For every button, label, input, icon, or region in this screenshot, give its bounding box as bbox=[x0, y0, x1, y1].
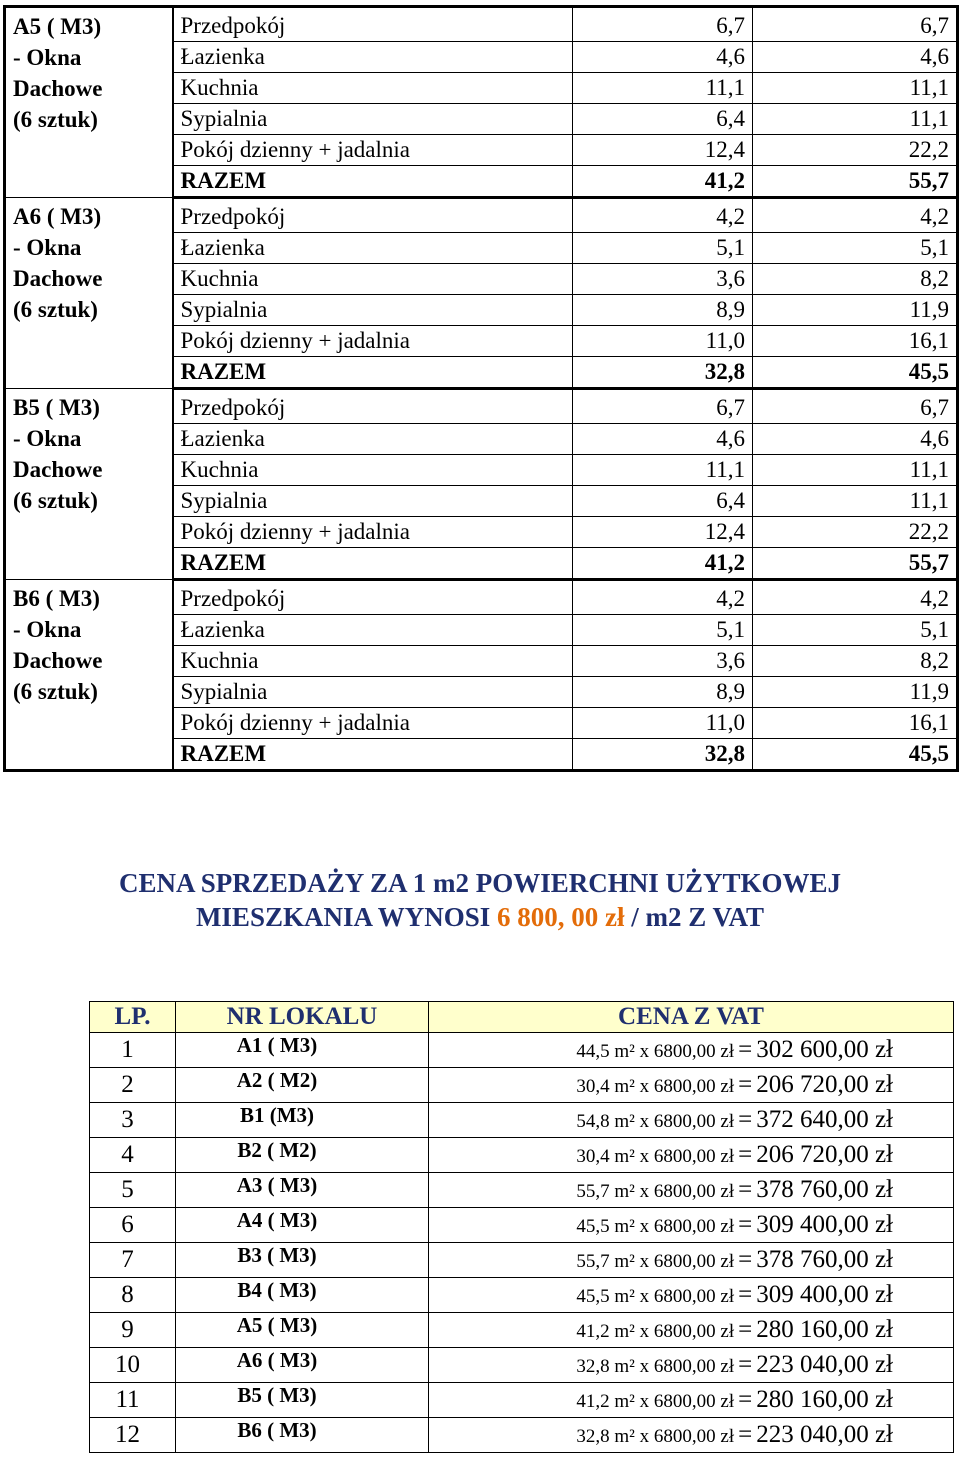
room-row bbox=[5, 198, 958, 233]
area-value-2: 8,2 bbox=[753, 646, 958, 677]
price-per-m2: 6 800, 00 zł bbox=[497, 902, 625, 932]
room-name: Przedpokój bbox=[173, 389, 573, 424]
heading-line-2-suffix: / m2 Z VAT bbox=[624, 902, 765, 932]
unit-label-line: (6 sztuk) bbox=[13, 488, 98, 513]
area-value: 3,6 bbox=[573, 264, 753, 295]
area-value: 6,7 bbox=[573, 7, 753, 42]
price-formula: 30,4 m² x 6800,00 zł bbox=[576, 1146, 735, 1167]
price-calculation bbox=[429, 1103, 954, 1138]
room-row bbox=[5, 7, 958, 42]
price-formula: 32,8 m² x 6800,00 zł bbox=[576, 1426, 735, 1447]
equals-sign: = bbox=[738, 1351, 753, 1378]
price-formula: 30,4 m² x 6800,00 zł bbox=[576, 1076, 735, 1097]
price-row bbox=[90, 1418, 954, 1453]
area-value: 5,1 bbox=[573, 233, 753, 264]
unit-number: A2 ( M2) bbox=[176, 1068, 429, 1103]
price-total: 206 720,00 zł bbox=[756, 1141, 893, 1168]
unit-number: A1 ( M3) bbox=[176, 1033, 429, 1068]
price-calculation bbox=[429, 1383, 954, 1418]
area-value-2: 22,2 bbox=[753, 135, 958, 166]
unit-label bbox=[5, 389, 173, 580]
unit-number: B6 ( M3) bbox=[176, 1418, 429, 1453]
room-name: RAZEM bbox=[173, 739, 573, 771]
room-name: Przedpokój bbox=[173, 198, 573, 233]
area-value-2: 4,6 bbox=[753, 424, 958, 455]
area-value-2: 11,1 bbox=[753, 455, 958, 486]
heading-line-2-prefix: MIESZKANIA WYNOSI bbox=[195, 902, 498, 932]
unit-label-line: Dachowe bbox=[13, 266, 103, 291]
area-value-2: 4,6 bbox=[753, 42, 958, 73]
header-price-with-vat: CENA Z VAT bbox=[429, 1002, 954, 1033]
unit-label-line: A5 ( M3) bbox=[13, 14, 102, 39]
unit-number: A6 ( M3) bbox=[176, 1348, 429, 1383]
unit-label-line: B6 ( M3) bbox=[13, 586, 100, 611]
area-value: 11,1 bbox=[573, 73, 753, 104]
price-total: 378 760,00 zł bbox=[756, 1176, 893, 1203]
room-name: Łazienka bbox=[173, 615, 573, 646]
price-calculation bbox=[429, 1243, 954, 1278]
unit-label-line: Dachowe bbox=[13, 648, 103, 673]
unit-label-line: (6 sztuk) bbox=[13, 107, 98, 132]
unit-number: A4 ( M3) bbox=[176, 1208, 429, 1243]
row-number: 7 bbox=[90, 1243, 176, 1278]
price-formula: 44,5 m² x 6800,00 zł bbox=[576, 1041, 735, 1062]
room-name: Łazienka bbox=[173, 42, 573, 73]
unit-label bbox=[5, 580, 173, 771]
area-value-2: 11,1 bbox=[753, 73, 958, 104]
room-name: Przedpokój bbox=[173, 7, 573, 42]
price-row bbox=[90, 1383, 954, 1418]
row-number: 12 bbox=[90, 1418, 176, 1453]
price-formula: 32,8 m² x 6800,00 zł bbox=[576, 1356, 735, 1377]
area-value-2: 11,1 bbox=[753, 104, 958, 135]
area-value: 32,8 bbox=[573, 739, 753, 771]
equals-sign: = bbox=[738, 1281, 753, 1308]
unit-label-line: A6 ( M3) bbox=[13, 204, 102, 229]
unit-label bbox=[5, 7, 173, 198]
unit-number: B2 ( M2) bbox=[176, 1138, 429, 1173]
room-row bbox=[5, 580, 958, 615]
price-row bbox=[90, 1348, 954, 1383]
area-value: 6,4 bbox=[573, 486, 753, 517]
area-value: 11,0 bbox=[573, 326, 753, 357]
row-number: 10 bbox=[90, 1348, 176, 1383]
unit-label-line: Dachowe bbox=[13, 76, 103, 101]
unit-number: B4 ( M3) bbox=[176, 1278, 429, 1313]
area-value-2: 8,2 bbox=[753, 264, 958, 295]
equals-sign: = bbox=[738, 1421, 753, 1448]
unit-number: B3 ( M3) bbox=[176, 1243, 429, 1278]
price-list-table bbox=[89, 1001, 954, 1453]
room-name: Pokój dzienny + jadalnia bbox=[173, 135, 573, 166]
area-value-2: 5,1 bbox=[753, 615, 958, 646]
row-number: 5 bbox=[90, 1173, 176, 1208]
price-total: 280 160,00 zł bbox=[756, 1316, 893, 1343]
row-number: 6 bbox=[90, 1208, 176, 1243]
area-value-2: 16,1 bbox=[753, 708, 958, 739]
row-number: 3 bbox=[90, 1103, 176, 1138]
equals-sign: = bbox=[738, 1211, 753, 1238]
room-name: Sypialnia bbox=[173, 295, 573, 326]
room-row bbox=[5, 389, 958, 424]
price-formula: 45,5 m² x 6800,00 zł bbox=[576, 1286, 735, 1307]
price-formula: 55,7 m² x 6800,00 zł bbox=[576, 1251, 735, 1272]
area-value: 3,6 bbox=[573, 646, 753, 677]
price-formula: 45,5 m² x 6800,00 zł bbox=[576, 1216, 735, 1237]
price-calculation bbox=[429, 1313, 954, 1348]
area-value: 12,4 bbox=[573, 517, 753, 548]
room-name: Łazienka bbox=[173, 424, 573, 455]
unit-label-line: - Okna bbox=[13, 235, 82, 260]
room-name: RAZEM bbox=[173, 357, 573, 389]
row-number: 4 bbox=[90, 1138, 176, 1173]
area-value: 32,8 bbox=[573, 357, 753, 389]
area-value-2: 11,9 bbox=[753, 677, 958, 708]
price-formula: 55,7 m² x 6800,00 zł bbox=[576, 1181, 735, 1202]
unit-label-line: Dachowe bbox=[13, 457, 103, 482]
equals-sign: = bbox=[738, 1106, 753, 1133]
room-name: RAZEM bbox=[173, 548, 573, 580]
row-number: 11 bbox=[90, 1383, 176, 1418]
equals-sign: = bbox=[738, 1141, 753, 1168]
room-name: Kuchnia bbox=[173, 646, 573, 677]
price-row bbox=[90, 1208, 954, 1243]
area-value-2: 55,7 bbox=[753, 548, 958, 580]
room-name: Pokój dzienny + jadalnia bbox=[173, 517, 573, 548]
room-name: Sypialnia bbox=[173, 677, 573, 708]
price-row bbox=[90, 1278, 954, 1313]
equals-sign: = bbox=[738, 1386, 753, 1413]
row-number: 8 bbox=[90, 1278, 176, 1313]
unit-label-line: (6 sztuk) bbox=[13, 679, 98, 704]
room-name: Przedpokój bbox=[173, 580, 573, 615]
area-value: 11,0 bbox=[573, 708, 753, 739]
room-name: Łazienka bbox=[173, 233, 573, 264]
unit-number: B1 (M3) bbox=[176, 1103, 429, 1138]
heading-line-1: CENA SPRZEDAŻY ZA 1 m2 POWIERCHNI UŻYTKOWEJ bbox=[118, 868, 842, 898]
area-value: 5,1 bbox=[573, 615, 753, 646]
area-value: 8,9 bbox=[573, 677, 753, 708]
equals-sign: = bbox=[738, 1316, 753, 1343]
unit-number: A5 ( M3) bbox=[176, 1313, 429, 1348]
unit-label-line: (6 sztuk) bbox=[13, 297, 98, 322]
price-row bbox=[90, 1068, 954, 1103]
price-row bbox=[90, 1243, 954, 1278]
row-number: 1 bbox=[90, 1033, 176, 1068]
price-total: 302 600,00 zł bbox=[756, 1036, 893, 1063]
price-total: 223 040,00 zł bbox=[756, 1421, 893, 1448]
area-value-2: 6,7 bbox=[753, 389, 958, 424]
price-calculation bbox=[429, 1033, 954, 1068]
unit-label-line: - Okna bbox=[13, 45, 82, 70]
area-value: 4,6 bbox=[573, 42, 753, 73]
room-name: Sypialnia bbox=[173, 104, 573, 135]
unit-label-line: B5 ( M3) bbox=[13, 395, 100, 420]
area-value-2: 4,2 bbox=[753, 580, 958, 615]
equals-sign: = bbox=[738, 1246, 753, 1273]
room-name: Sypialnia bbox=[173, 486, 573, 517]
area-value-2: 4,2 bbox=[753, 198, 958, 233]
area-value-2: 5,1 bbox=[753, 233, 958, 264]
price-formula: 41,2 m² x 6800,00 zł bbox=[576, 1391, 735, 1412]
area-value-2: 55,7 bbox=[753, 166, 958, 198]
equals-sign: = bbox=[738, 1176, 753, 1203]
area-value: 12,4 bbox=[573, 135, 753, 166]
unit-number: A3 ( M3) bbox=[176, 1173, 429, 1208]
room-name: RAZEM bbox=[173, 166, 573, 198]
price-calculation bbox=[429, 1173, 954, 1208]
area-value: 4,2 bbox=[573, 580, 753, 615]
row-number: 2 bbox=[90, 1068, 176, 1103]
header-lp: LP. bbox=[90, 1002, 176, 1033]
price-total: 372 640,00 zł bbox=[756, 1106, 893, 1133]
area-value: 41,2 bbox=[573, 548, 753, 580]
area-value-2: 11,1 bbox=[753, 486, 958, 517]
price-calculation bbox=[429, 1068, 954, 1103]
price-row bbox=[90, 1313, 954, 1348]
price-row bbox=[90, 1033, 954, 1068]
header-unit-number: NR LOKALU bbox=[176, 1002, 429, 1033]
price-total: 280 160,00 zł bbox=[756, 1386, 893, 1413]
room-name: Pokój dzienny + jadalnia bbox=[173, 326, 573, 357]
heading-line-2 bbox=[0, 900, 960, 934]
apartment-areas-table bbox=[3, 5, 959, 772]
row-number: 9 bbox=[90, 1313, 176, 1348]
equals-sign: = bbox=[738, 1036, 753, 1063]
price-calculation bbox=[429, 1348, 954, 1383]
price-table-header-row bbox=[90, 1002, 954, 1033]
area-value: 41,2 bbox=[573, 166, 753, 198]
price-calculation bbox=[429, 1418, 954, 1453]
price-formula: 54,8 m² x 6800,00 zł bbox=[576, 1111, 735, 1132]
unit-number: B5 ( M3) bbox=[176, 1383, 429, 1418]
unit-label-line: - Okna bbox=[13, 617, 82, 642]
price-calculation bbox=[429, 1278, 954, 1313]
price-total: 309 400,00 zł bbox=[756, 1211, 893, 1238]
price-row bbox=[90, 1138, 954, 1173]
area-value-2: 22,2 bbox=[753, 517, 958, 548]
price-total: 378 760,00 zł bbox=[756, 1246, 893, 1273]
price-calculation bbox=[429, 1138, 954, 1173]
area-value-2: 16,1 bbox=[753, 326, 958, 357]
room-name: Kuchnia bbox=[173, 264, 573, 295]
room-name: Pokój dzienny + jadalnia bbox=[173, 708, 573, 739]
area-value: 6,7 bbox=[573, 389, 753, 424]
room-name: Kuchnia bbox=[173, 455, 573, 486]
price-total: 206 720,00 zł bbox=[756, 1071, 893, 1098]
area-value-2: 45,5 bbox=[753, 357, 958, 389]
area-value-2: 11,9 bbox=[753, 295, 958, 326]
price-total: 223 040,00 zł bbox=[756, 1351, 893, 1378]
area-value: 4,2 bbox=[573, 198, 753, 233]
price-row bbox=[90, 1173, 954, 1208]
equals-sign: = bbox=[738, 1071, 753, 1098]
price-row bbox=[90, 1103, 954, 1138]
price-total: 309 400,00 zł bbox=[756, 1281, 893, 1308]
area-value-2: 6,7 bbox=[753, 7, 958, 42]
unit-label bbox=[5, 198, 173, 389]
price-per-m2-heading bbox=[0, 866, 960, 934]
area-value-2: 45,5 bbox=[753, 739, 958, 771]
price-formula: 41,2 m² x 6800,00 zł bbox=[576, 1321, 735, 1342]
area-value: 4,6 bbox=[573, 424, 753, 455]
price-calculation bbox=[429, 1208, 954, 1243]
area-value: 6,4 bbox=[573, 104, 753, 135]
room-name: Kuchnia bbox=[173, 73, 573, 104]
area-value: 8,9 bbox=[573, 295, 753, 326]
unit-label-line: - Okna bbox=[13, 426, 82, 451]
area-value: 11,1 bbox=[573, 455, 753, 486]
